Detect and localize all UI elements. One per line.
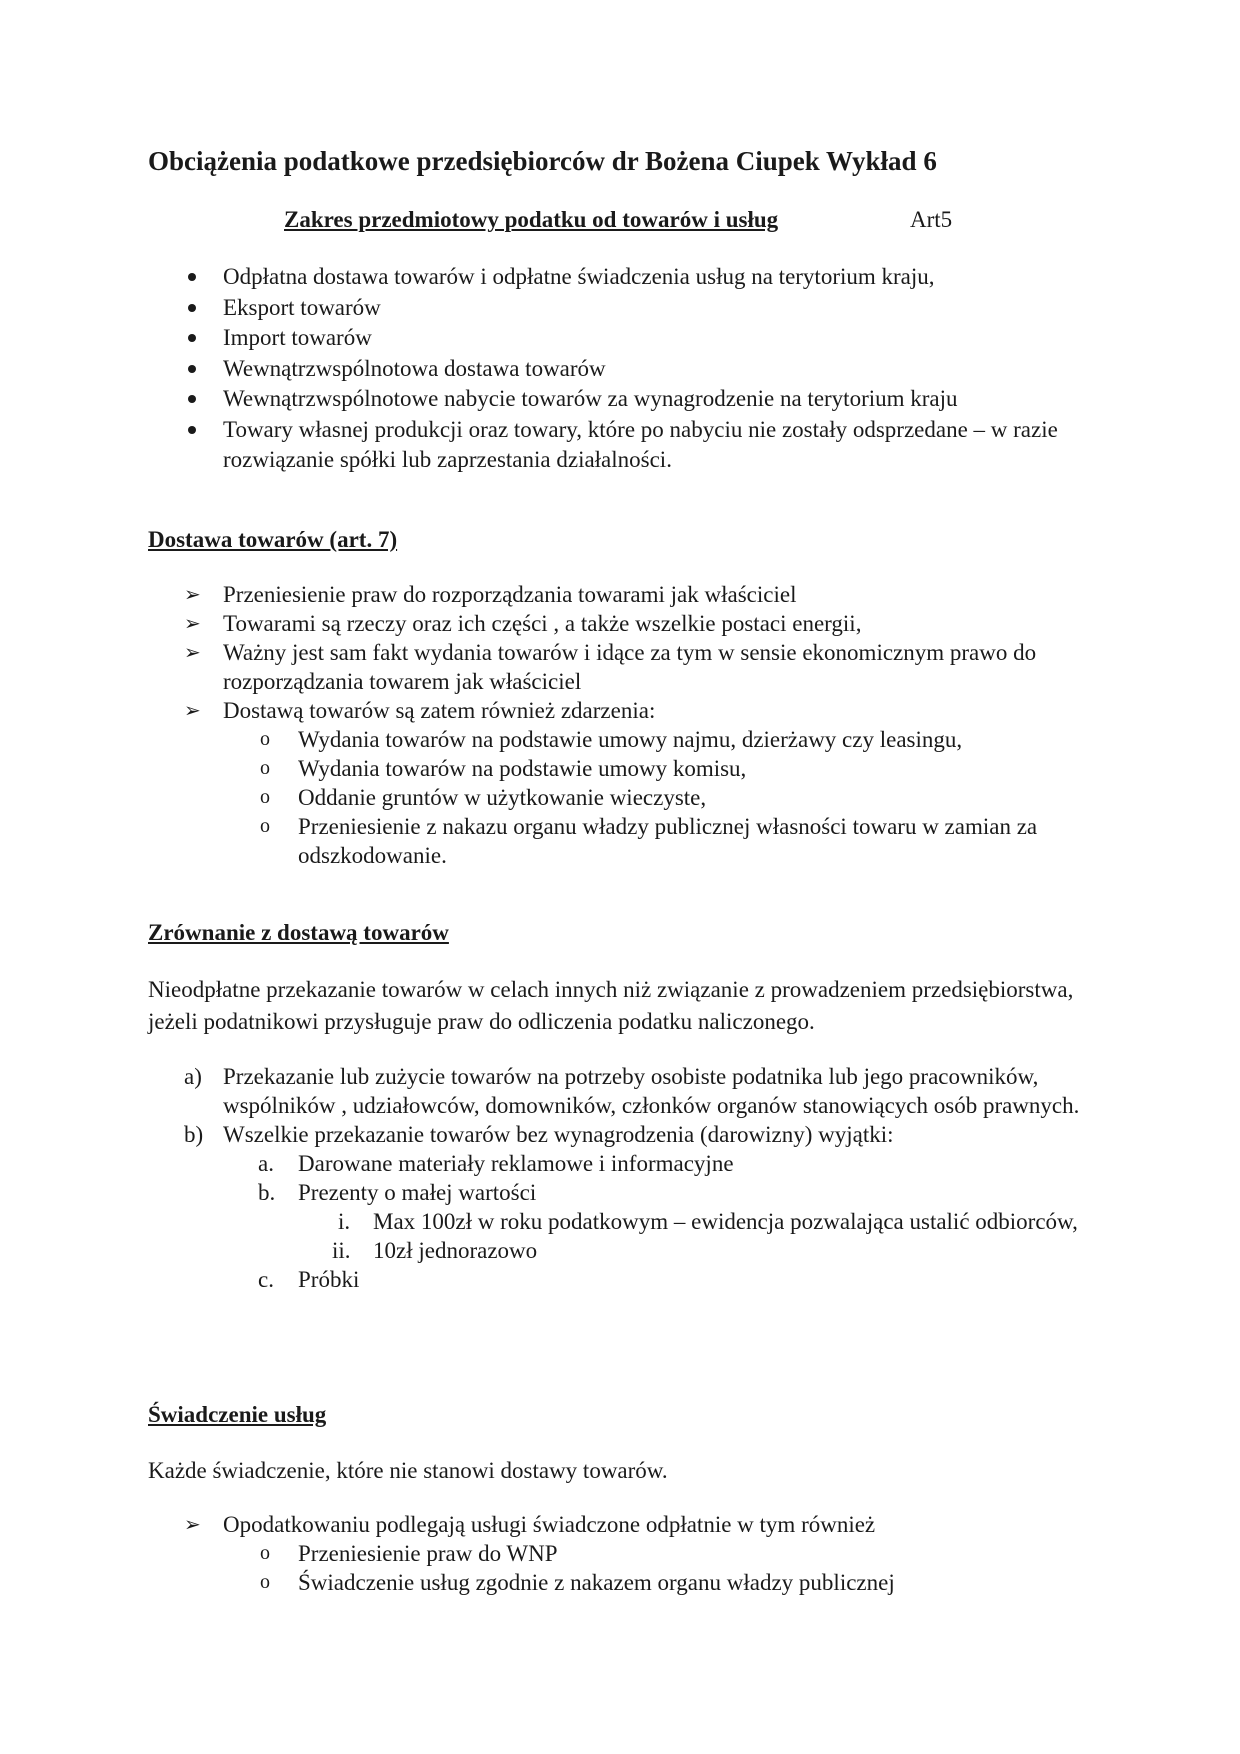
section-heading-dostawa: Dostawa towarów (art. 7): [148, 527, 398, 552]
bullet-icon: [188, 426, 196, 434]
list-item: Wewnątrzwspólnotowe nabycie towarów za wynagrodzenie na terytorium kraju: [148, 384, 1098, 415]
bullet-icon: [188, 395, 196, 403]
list-item: o Przeniesienie praw do WNP: [260, 1541, 558, 1566]
circle-bullet-icon: o: [260, 728, 270, 750]
swiadczenie-paragraph: Każde świadczenie, które nie stanowi dostawy towarów.: [148, 1458, 668, 1483]
list-item-b-a: a. Darowane materiały reklamowe i informacyjne: [258, 1151, 734, 1176]
arrow-bullet-icon: ➢: [184, 582, 201, 606]
section-heading-swiadczenie: Świadczenie usług: [148, 1402, 327, 1427]
list-item: Odpłatna dostawa towarów i odpłatne świadczenia usług na terytorium kraju,: [148, 262, 1098, 293]
dostawa-sublist: [148, 725, 1098, 870]
list-item: ➢ Ważny jest sam fakt wydania towarów i idące za tym w sensie ekonomicznym prawo do rozporządzania towarem jak właściciel: [184, 640, 1037, 694]
zrownanie-list: [148, 1062, 1098, 1294]
list-item: o Przeniesienie z nakazu organu władzy publicznej własności towaru w zamian za odszkodowanie.: [260, 814, 1038, 868]
list-item: o Wydania towarów na podstawie umowy najmu, dzierżawy czy leasingu,: [260, 727, 963, 752]
arrow-bullet-icon: ➢: [184, 611, 201, 635]
list-item-b: b) Wszelkie przekazanie towarów bez wynagrodzenia (darowizny) wyjątki:: [184, 1122, 894, 1147]
arrow-bullet-icon: ➢: [184, 640, 201, 664]
dostawa-list: [148, 580, 1098, 870]
circle-bullet-icon: o: [260, 786, 270, 808]
circle-bullet-icon: o: [260, 757, 270, 779]
list-item: ➢ Dostawą towarów są zatem również zdarzenia: o Wydania towarów na podstawie umowy najmu, dzierżawy czy leasingu, o Wydania towarów na podstawie umowy komisu, o Oddanie gruntów w użytkowanie wieczyste, o Przeniesienie z nakazu organu władzy publicznej własności towaru w zamian za odszkodowanie.: [148, 696, 1098, 870]
list-item: o Świadczenie usług zgodnie z nakazem organu władzy publicznej: [260, 1570, 895, 1595]
zrownanie-paragraph: Nieodpłatne przekazanie towarów w celach innych niż związanie z prowadzeniem przedsiębiorstwa, jeżeli podatnikowi przysługuje praw do odliczenia podatku naliczonego.: [148, 977, 1074, 1034]
circle-bullet-icon: o: [260, 815, 270, 837]
list-item: o Oddanie gruntów w użytkowanie wieczyste,: [260, 785, 707, 810]
list-item: ➢ Towarami są rzeczy oraz ich części , a także wszelkie postaci energii,: [184, 611, 862, 636]
list-item: Eksport towarów: [148, 293, 1098, 324]
bullet-icon: [188, 365, 196, 373]
list-item-b-b-ii: ii. 10zł jednorazowo: [332, 1238, 538, 1263]
document-title: Obciążenia podatkowe przedsiębiorców dr Bożena Ciupek Wykład 6: [148, 146, 937, 176]
list-item: Towary własnej produkcji oraz towary, które po nabyciu nie zostały odsprzedane – w razie rozwiązanie spółki lub zaprzestania działalności.: [148, 415, 1098, 476]
circle-bullet-icon: o: [260, 1571, 270, 1593]
list-item: o Wydania towarów na podstawie umowy komisu,: [260, 756, 747, 781]
list-item-a: a) Przekazanie lub zużycie towarów na potrzeby osobiste podatnika lub jego pracowników, wspólników , udziałowców, domowników, członków organów stanowiących osób prawnych.: [184, 1064, 1080, 1118]
arrow-bullet-icon: ➢: [184, 698, 201, 722]
bullet-icon: [188, 304, 196, 312]
scope-list: [148, 262, 1098, 476]
list-item: ➢ Opodatkowaniu podlegają usługi świadczone odpłatnie w tym również o Przeniesienie praw do WNP o Świadczenie usług zgodnie z nakazem organu władzy publicznej: [148, 1510, 1098, 1597]
list-item: Import towarów: [148, 323, 1098, 354]
list-item-b-b: b. Prezenty o małej wartości: [258, 1180, 537, 1205]
list-item-b-c: c. Próbki: [258, 1267, 360, 1292]
swiadczenie-sublist: [148, 1539, 1098, 1597]
section-subtitle: Zakres przedmiotowy podatku od towarów i usług: [284, 207, 779, 232]
list-item-b-b-i: i. Max 100zł w roku podatkowym – ewidencja pozwalająca ustalić odbiorców,: [338, 1209, 1078, 1234]
swiadczenie-list: [148, 1510, 1098, 1597]
arrow-bullet-icon: ➢: [184, 1512, 201, 1536]
list-item: Wewnątrzwspólnotowa dostawa towarów: [148, 354, 1098, 385]
bullet-icon: [188, 273, 196, 281]
article-reference: Art5: [910, 207, 953, 232]
list-item: ➢ Przeniesienie praw do rozporządzania towarami jak właściciel: [184, 582, 797, 607]
bullet-icon: [188, 334, 196, 342]
section-heading-zrownanie: Zrównanie z dostawą towarów: [148, 920, 449, 945]
circle-bullet-icon: o: [260, 1542, 270, 1564]
